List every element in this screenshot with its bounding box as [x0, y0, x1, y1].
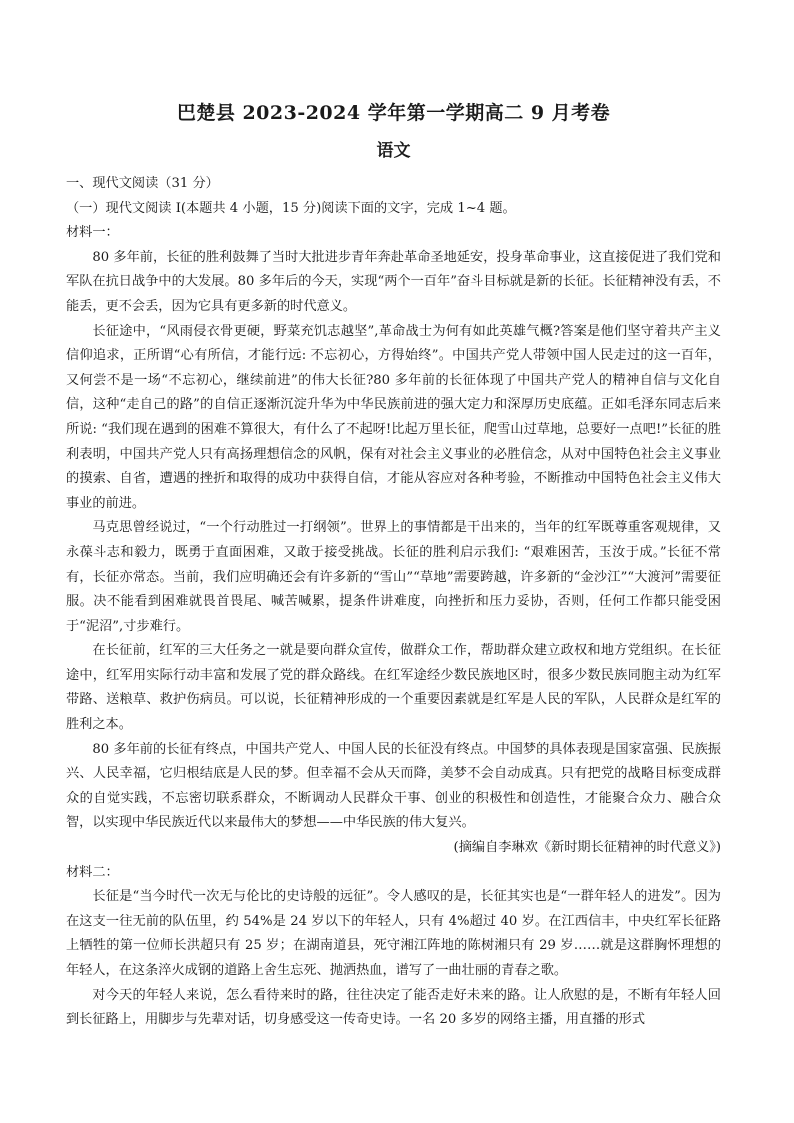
subject-title: 语文: [376, 141, 411, 161]
section-heading: 一、现代文阅读（31 分）: [66, 176, 219, 191]
material1-source: (摘编自李琳欢《新时期长征精神的时代意义》): [453, 840, 721, 856]
material2-paragraph: 长征是“当今时代一次无与伦比的史诗般的远征”。令人感叹的是，长征其实也是“一群年轻人的进发”。因为在这支一往无前的队伍里，约 54%是 24 岁以下的年轻人，只有 4%超过 40 岁。在江西信丰，中央红军长征路上牺牲的第一位师长洪超只有 25 岁；在湖南道县，死守湘江阵地的陈树湘只有 29 岁……就是这群胸怀理想的年轻人，在这条淬火成钢的道路上舍生忘死、抛洒热血，谱写了一曲壮丽的青春之歌。: [66, 889, 721, 978]
material1-paragraph: 80 多年前，长征的胜利鼓舞了当时大批进步青年奔赴革命圣地延安，投身革命事业，这直接促进了我们党和军队在抗日战争中的大发展。80 多年后的今天，实现“两个一百年”奋斗目标就是新的长征。长征精神没有丢，不能丢，更不会丢，因为它具有更多新的时代意义。: [66, 249, 721, 314]
material1-label: 材料一：: [66, 225, 119, 241]
material2-paragraph: 对今天的年轻人来说，怎么看待来时的路，往往决定了能否走好未来的路。让人欣慰的是，不断有年轻人回到长征路上，用脚步与先辈对话，切身感受这一传奇史诗。一名 20 多岁的网络主播，用直播的形式: [66, 987, 721, 1028]
material1-paragraph: 马克思曾经说过，“一个行动胜过一打纲领”。世界上的事情都是干出来的，当年的红军既尊重客观规律，又永葆斗志和毅力，既勇于直面困难，又敢于接受挑战。长征的胜利启示我们: “艰难困苦，玉汝于成。”长征不常有，长征亦常态。当前，我们应明确还会有许多新的“雪山”“草地”需要跨越，许多新的“金沙江”“大渡河”需要征服。决不能看到困难就畏首畏尾、喊苦喊累，提条件讲难度，向挫折和压力妥协，否则，任何工作都只能受困于“泥沼”,寸步难行。: [66, 520, 721, 634]
material1-paragraph: 80 多年前的长征有终点，中国共产党人、中国人民的长征没有终点。中国梦的具体表现是国家富强、民族振兴、人民幸福，它归根结底是人民的梦。但幸福不会从天而降，美梦不会自动成真。只有把党的战略目标变成群众的自觉实践，不忘密切联系群众，不断调动人民群众干事、创业的积极性和创造性，才能聚合众力、融合众智，以实现中华民族近代以来最伟大的梦想——中华民族的伟大复兴。: [66, 741, 721, 831]
material1-paragraph: 在长征前，红军的三大任务之一就是要向群众宣传，做群众工作，帮助群众建立政权和地方党组织。在长征途中，红军用实际行动丰富和发展了党的群众路线。在红军途经少数民族地区时，很多少数民族同胞主动为红军带路、送粮草、救护伤病员。可以说，长征精神形成的一个重要因素就是红军是人民的军队，人民群众是红军的胜利之本。: [66, 643, 721, 733]
exam-page: [66, 100, 721, 1033]
material2-label: 材料二：: [66, 864, 119, 880]
exam-title: 巴楚县 2023-2024 学年第一学期高二 9 月考卷: [176, 102, 611, 124]
material1-paragraph: 长征途中，“风雨侵衣骨更硬，野菜充饥志越坚”,革命战士为何有如此英雄气概?答案是他们坚守着共产主义信仰追求，正所谓“心有所信，才能行远: 不忘初心，方得始终”。中国共产党人带领中国人民走过的这一百年，又何尝不是一场“不忘初心，继续前进”的伟大长征?80 多年前的长征体现了中国共产党人的精神自信与文化自信，这种“走自己的路”的自信正逐渐沉淀升华为中华民族前进的强大定力和深厚历史底蕴。正如毛泽东同志后来所说: “我们现在遇到的困难不算很大，有什么了不起呀!比起万里长征，爬雪山过草地，总要好一点吧!”长征的胜利表明，中国共产党人只有高扬理想信念的风帆，保有对社会主义事业的必胜信念，从对中国特色社会主义事业的摸索、自省，遭遇的挫折和取得的成功中获得自信，才能从容应对各种考验，不断推动中国特色社会主义伟大事业的前进。: [66, 323, 721, 511]
section-subheading: （一）现代文阅读 I(本题共 4 小题，15 分)阅读下面的文字，完成 1~4 题。: [66, 200, 516, 216]
